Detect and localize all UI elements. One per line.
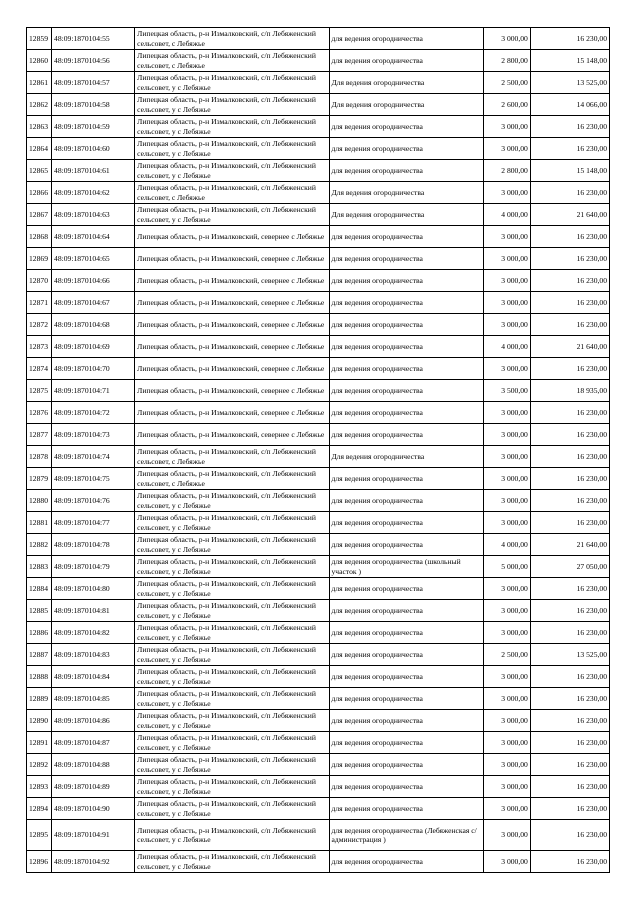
cadastral-number-cell: 48:09:1870104:85 (52, 688, 135, 710)
area-cell: 3 000,00 (483, 28, 530, 50)
area-cell: 3 000,00 (483, 710, 530, 732)
cadastral-number-cell: 48:09:1870104:59 (52, 116, 135, 138)
cost-cell: 16 230,00 (530, 820, 609, 851)
table-row (27, 380, 610, 402)
land-use-cell: Для ведения огородничества (329, 446, 483, 468)
row-number-cell: 12867 (27, 204, 52, 226)
land-use-cell: для ведения огородничества (329, 798, 483, 820)
land-use-cell: для ведения огородничества (329, 336, 483, 358)
cadastral-number-cell: 48:09:1870104:68 (52, 314, 135, 336)
area-cell: 2 800,00 (483, 50, 530, 72)
row-number-cell: 12862 (27, 94, 52, 116)
land-use-cell: для ведения огородничества (329, 666, 483, 688)
table-row (27, 50, 610, 72)
table-row (27, 358, 610, 380)
area-cell: 2 500,00 (483, 644, 530, 666)
row-number-cell: 12887 (27, 644, 52, 666)
cost-cell: 16 230,00 (530, 28, 609, 50)
cost-cell: 21 640,00 (530, 336, 609, 358)
cadastral-number-cell: 48:09:1870104:70 (52, 358, 135, 380)
address-cell: Липецкая область, р-н Измалковский, севернее с Лебяжье (135, 314, 329, 336)
land-use-cell: для ведения огородничества (329, 600, 483, 622)
row-number-cell: 12889 (27, 688, 52, 710)
row-number-cell: 12872 (27, 314, 52, 336)
area-cell: 3 000,00 (483, 776, 530, 798)
address-cell: Липецкая область, р-н Измалковский, с/п Лебяженский сельсовет, у с Лебяжье (135, 578, 329, 600)
land-use-cell: для ведения огородничества (329, 314, 483, 336)
cadastral-number-cell: 48:09:1870104:76 (52, 490, 135, 512)
table-row (27, 754, 610, 776)
table-row (27, 446, 610, 468)
area-cell: 4 000,00 (483, 336, 530, 358)
land-use-cell: для ведения огородничества (329, 578, 483, 600)
cost-cell: 16 230,00 (530, 138, 609, 160)
row-number-cell: 12866 (27, 182, 52, 204)
table-row (27, 534, 610, 556)
address-cell: Липецкая область, р-н Измалковский, с/п Лебяженский сельсовет, у с Лебяжье (135, 666, 329, 688)
row-number-cell: 12875 (27, 380, 52, 402)
cost-cell: 16 230,00 (530, 710, 609, 732)
cadastral-number-cell: 48:09:1870104:62 (52, 182, 135, 204)
cadastral-number-cell: 48:09:1870104:64 (52, 226, 135, 248)
land-use-cell: для ведения огородничества (329, 358, 483, 380)
table-row (27, 94, 610, 116)
row-number-cell: 12884 (27, 578, 52, 600)
table-row (27, 578, 610, 600)
cost-cell: 16 230,00 (530, 292, 609, 314)
land-use-cell: Для ведения огородничества (329, 182, 483, 204)
cost-cell: 16 230,00 (530, 402, 609, 424)
cadastral-number-cell: 48:09:1870104:87 (52, 732, 135, 754)
row-number-cell: 12878 (27, 446, 52, 468)
cost-cell: 16 230,00 (530, 666, 609, 688)
table-row (27, 138, 610, 160)
area-cell: 3 000,00 (483, 424, 530, 446)
area-cell: 3 000,00 (483, 182, 530, 204)
address-cell: Липецкая область, р-н Измалковский, с/п Лебяженский сельсовет, у с Лебяжье (135, 534, 329, 556)
address-cell: Липецкая область, р-н Измалковский, с/п Лебяженский сельсовет, у с Лебяжье (135, 851, 329, 873)
land-use-cell: для ведения огородничества (Лебяженская с/ администрация ) (329, 820, 483, 851)
area-cell: 3 000,00 (483, 116, 530, 138)
cost-cell: 18 935,00 (530, 380, 609, 402)
cost-cell: 13 525,00 (530, 72, 609, 94)
table-row (27, 490, 610, 512)
table-row (27, 292, 610, 314)
land-use-cell: для ведения огородничества (329, 160, 483, 182)
cadastral-number-cell: 48:09:1870104:72 (52, 402, 135, 424)
table-row (27, 402, 610, 424)
address-cell: Липецкая область, р-н Измалковский, севернее с Лебяжье (135, 402, 329, 424)
land-use-cell: для ведения огородничества (329, 754, 483, 776)
land-use-cell: для ведения огородничества (329, 732, 483, 754)
row-number-cell: 12886 (27, 622, 52, 644)
address-cell: Липецкая область, р-н Измалковский, севернее с Лебяжье (135, 226, 329, 248)
area-cell: 3 000,00 (483, 754, 530, 776)
cadastral-number-cell: 48:09:1870104:78 (52, 534, 135, 556)
area-cell: 4 000,00 (483, 534, 530, 556)
table-row (27, 644, 610, 666)
cost-cell: 27 050,00 (530, 556, 609, 578)
cost-cell: 14 066,00 (530, 94, 609, 116)
land-use-cell: для ведения огородничества (школьный участок ) (329, 556, 483, 578)
table-row (27, 688, 610, 710)
address-cell: Липецкая область, р-н Измалковский, севернее с Лебяжье (135, 380, 329, 402)
area-cell: 3 000,00 (483, 270, 530, 292)
land-use-cell: для ведения огородничества (329, 468, 483, 490)
address-cell: Липецкая область, р-н Измалковский, с/п Лебяженский сельсовет, у с Лебяжье (135, 710, 329, 732)
land-use-cell: для ведения огородничества (329, 534, 483, 556)
area-cell: 3 000,00 (483, 600, 530, 622)
address-cell: Липецкая область, р-н Измалковский, с/п Лебяженский сельсовет, у с Лебяжье (135, 776, 329, 798)
address-cell: Липецкая область, р-н Измалковский, севернее с Лебяжье (135, 270, 329, 292)
cost-cell: 15 148,00 (530, 50, 609, 72)
area-cell: 3 000,00 (483, 820, 530, 851)
cadastral-number-cell: 48:09:1870104:56 (52, 50, 135, 72)
land-use-cell: для ведения огородничества (329, 248, 483, 270)
land-use-cell: для ведения огородничества (329, 622, 483, 644)
cadastral-number-cell: 48:09:1870104:89 (52, 776, 135, 798)
area-cell: 3 000,00 (483, 358, 530, 380)
address-cell: Липецкая область, р-н Измалковский, с/п Лебяженский сельсовет, у с Лебяжье (135, 600, 329, 622)
table-row (27, 336, 610, 358)
cost-cell: 16 230,00 (530, 798, 609, 820)
area-cell: 3 000,00 (483, 314, 530, 336)
land-use-cell: Для ведения огородничества (329, 204, 483, 226)
row-number-cell: 12883 (27, 556, 52, 578)
address-cell: Липецкая область, р-н Измалковский, с/п Лебяженский сельсовет, у с Лебяжье (135, 644, 329, 666)
land-use-cell: для ведения огородничества (329, 776, 483, 798)
cadastral-number-cell: 48:09:1870104:67 (52, 292, 135, 314)
cadastral-number-cell: 48:09:1870104:74 (52, 446, 135, 468)
row-number-cell: 12871 (27, 292, 52, 314)
land-use-cell: для ведения огородничества (329, 644, 483, 666)
area-cell: 3 500,00 (483, 380, 530, 402)
address-cell: Липецкая область, р-н Измалковский, севернее с Лебяжье (135, 292, 329, 314)
row-number-cell: 12874 (27, 358, 52, 380)
address-cell: Липецкая область, р-н Измалковский, с/п Лебяженский сельсовет, у с Лебяжье (135, 798, 329, 820)
row-number-cell: 12877 (27, 424, 52, 446)
cost-cell: 16 230,00 (530, 248, 609, 270)
address-cell: Липецкая область, р-н Измалковский, севернее с Лебяжье (135, 248, 329, 270)
table-row (27, 851, 610, 873)
table-row (27, 512, 610, 534)
row-number-cell: 12881 (27, 512, 52, 534)
table-row (27, 248, 610, 270)
row-number-cell: 12873 (27, 336, 52, 358)
address-cell: Липецкая область, р-н Измалковский, с/п Лебяженский сельсовет, у с Лебяжье (135, 622, 329, 644)
cadastral-number-cell: 48:09:1870104:63 (52, 204, 135, 226)
area-cell: 3 000,00 (483, 402, 530, 424)
row-number-cell: 12876 (27, 402, 52, 424)
row-number-cell: 12892 (27, 754, 52, 776)
cost-cell: 16 230,00 (530, 851, 609, 873)
table-row (27, 270, 610, 292)
cadastral-number-cell: 48:09:1870104:88 (52, 754, 135, 776)
cadastral-number-cell: 48:09:1870104:69 (52, 336, 135, 358)
land-use-cell: Для ведения огородничества (329, 94, 483, 116)
table-row (27, 28, 610, 50)
cadastral-number-cell: 48:09:1870104:77 (52, 512, 135, 534)
cadastral-number-cell: 48:09:1870104:80 (52, 578, 135, 600)
cost-cell: 16 230,00 (530, 688, 609, 710)
area-cell: 4 000,00 (483, 204, 530, 226)
cadastral-number-cell: 48:09:1870104:91 (52, 820, 135, 851)
cost-cell: 16 230,00 (530, 732, 609, 754)
row-number-cell: 12888 (27, 666, 52, 688)
cadastral-number-cell: 48:09:1870104:73 (52, 424, 135, 446)
cadastral-number-cell: 48:09:1870104:90 (52, 798, 135, 820)
land-use-cell: для ведения огородничества (329, 512, 483, 534)
area-cell: 3 000,00 (483, 490, 530, 512)
table-row (27, 204, 610, 226)
address-cell: Липецкая область, р-н Измалковский, с/п Лебяженский сельсовет, у с Лебяжье (135, 512, 329, 534)
land-use-cell: Для ведения огородничества (329, 72, 483, 94)
table-row (27, 666, 610, 688)
land-use-cell: для ведения огородничества (329, 851, 483, 873)
row-number-cell: 12894 (27, 798, 52, 820)
table-body (27, 28, 610, 873)
land-use-cell: для ведения огородничества (329, 402, 483, 424)
address-cell: Липецкая область, р-н Измалковский, с/п Лебяженский сельсовет, с Лебяжье (135, 182, 329, 204)
cost-cell: 16 230,00 (530, 424, 609, 446)
area-cell: 3 000,00 (483, 468, 530, 490)
table-row (27, 226, 610, 248)
area-cell: 5 000,00 (483, 556, 530, 578)
address-cell: Липецкая область, р-н Измалковский, с/п Лебяженский сельсовет, у с Лебяжье (135, 820, 329, 851)
area-cell: 2 600,00 (483, 94, 530, 116)
row-number-cell: 12860 (27, 50, 52, 72)
cost-cell: 15 148,00 (530, 160, 609, 182)
area-cell: 3 000,00 (483, 512, 530, 534)
area-cell: 3 000,00 (483, 732, 530, 754)
cadastral-number-cell: 48:09:1870104:75 (52, 468, 135, 490)
address-cell: Липецкая область, р-н Измалковский, с/п Лебяженский сельсовет, с Лебяжье (135, 446, 329, 468)
land-use-cell: для ведения огородничества (329, 424, 483, 446)
cadastral-number-cell: 48:09:1870104:61 (52, 160, 135, 182)
table-row (27, 424, 610, 446)
table-row (27, 820, 610, 851)
area-cell: 2 800,00 (483, 160, 530, 182)
table-row (27, 710, 610, 732)
address-cell: Липецкая область, р-н Измалковский, севернее с Лебяжье (135, 358, 329, 380)
address-cell: Липецкая область, р-н Измалковский, с/п Лебяженский сельсовет, у с Лебяжье (135, 732, 329, 754)
address-cell: Липецкая область, р-н Измалковский, с/п Лебяженский сельсовет, с Лебяжье (135, 468, 329, 490)
row-number-cell: 12865 (27, 160, 52, 182)
area-cell: 3 000,00 (483, 688, 530, 710)
address-cell: Липецкая область, р-н Измалковский, с/п Лебяженский сельсовет, у с Лебяжье (135, 72, 329, 94)
table-row (27, 732, 610, 754)
cost-cell: 16 230,00 (530, 578, 609, 600)
land-use-cell: для ведения огородничества (329, 270, 483, 292)
area-cell: 3 000,00 (483, 226, 530, 248)
row-number-cell: 12870 (27, 270, 52, 292)
land-use-cell: для ведения огородничества (329, 292, 483, 314)
cadastral-number-cell: 48:09:1870104:55 (52, 28, 135, 50)
table-row (27, 468, 610, 490)
cost-cell: 21 640,00 (530, 534, 609, 556)
address-cell: Липецкая область, р-н Измалковский, с/п Лебяженский сельсовет, с Лебяжье (135, 50, 329, 72)
land-use-cell: для ведения огородничества (329, 116, 483, 138)
row-number-cell: 12861 (27, 72, 52, 94)
area-cell: 3 000,00 (483, 292, 530, 314)
cost-cell: 16 230,00 (530, 776, 609, 798)
cost-cell: 16 230,00 (530, 270, 609, 292)
cadastral-number-cell: 48:09:1870104:82 (52, 622, 135, 644)
cost-cell: 16 230,00 (530, 446, 609, 468)
row-number-cell: 12891 (27, 732, 52, 754)
table-row (27, 622, 610, 644)
area-cell: 3 000,00 (483, 578, 530, 600)
table-row (27, 314, 610, 336)
cost-cell: 16 230,00 (530, 490, 609, 512)
row-number-cell: 12885 (27, 600, 52, 622)
cadastral-number-cell: 48:09:1870104:66 (52, 270, 135, 292)
cadastral-number-cell: 48:09:1870104:92 (52, 851, 135, 873)
address-cell: Липецкая область, р-н Измалковский, с/п Лебяженский сельсовет, у с Лебяжье (135, 490, 329, 512)
area-cell: 3 000,00 (483, 622, 530, 644)
land-use-cell: для ведения огородничества (329, 688, 483, 710)
row-number-cell: 12868 (27, 226, 52, 248)
area-cell: 2 500,00 (483, 72, 530, 94)
table-row (27, 182, 610, 204)
land-use-cell: для ведения огородничества (329, 138, 483, 160)
address-cell: Липецкая область, р-н Измалковский, с/п Лебяженский сельсовет, у с Лебяжье (135, 556, 329, 578)
address-cell: Липецкая область, р-н Измалковский, с/п Лебяженский сельсовет, у с Лебяжье (135, 754, 329, 776)
row-number-cell: 12863 (27, 116, 52, 138)
cadastral-number-cell: 48:09:1870104:71 (52, 380, 135, 402)
cadastral-number-cell: 48:09:1870104:58 (52, 94, 135, 116)
cost-cell: 16 230,00 (530, 358, 609, 380)
address-cell: Липецкая область, р-н Измалковский, с/п Лебяженский сельсовет, у с Лебяжье (135, 94, 329, 116)
cost-cell: 16 230,00 (530, 314, 609, 336)
cadastral-number-cell: 48:09:1870104:86 (52, 710, 135, 732)
address-cell: Липецкая область, р-н Измалковский, севернее с Лебяжье (135, 424, 329, 446)
area-cell: 3 000,00 (483, 446, 530, 468)
address-cell: Липецкая область, р-н Измалковский, с/п Лебяженский сельсовет, у с Лебяжье (135, 116, 329, 138)
area-cell: 3 000,00 (483, 666, 530, 688)
area-cell: 3 000,00 (483, 851, 530, 873)
address-cell: Липецкая область, р-н Измалковский, с/п Лебяженский сельсовет, у с Лебяжье (135, 688, 329, 710)
cost-cell: 16 230,00 (530, 622, 609, 644)
cadastral-number-cell: 48:09:1870104:60 (52, 138, 135, 160)
table-row (27, 776, 610, 798)
row-number-cell: 12869 (27, 248, 52, 270)
address-cell: Липецкая область, р-н Измалковский, с/п Лебяженский сельсовет, у с Лебяжье (135, 160, 329, 182)
cadastral-number-cell: 48:09:1870104:79 (52, 556, 135, 578)
land-use-cell: для ведения огородничества (329, 380, 483, 402)
table-row (27, 798, 610, 820)
row-number-cell: 12895 (27, 820, 52, 851)
cost-cell: 16 230,00 (530, 116, 609, 138)
row-number-cell: 12879 (27, 468, 52, 490)
land-use-cell: для ведения огородничества (329, 28, 483, 50)
land-use-cell: для ведения огородничества (329, 490, 483, 512)
cost-cell: 21 640,00 (530, 204, 609, 226)
table-row (27, 556, 610, 578)
address-cell: Липецкая область, р-н Измалковский, севернее с Лебяжье (135, 336, 329, 358)
cost-cell: 16 230,00 (530, 182, 609, 204)
cost-cell: 13 525,00 (530, 644, 609, 666)
cadastral-number-cell: 48:09:1870104:83 (52, 644, 135, 666)
land-plots-table (26, 27, 610, 873)
row-number-cell: 12890 (27, 710, 52, 732)
row-number-cell: 12859 (27, 28, 52, 50)
area-cell: 3 000,00 (483, 248, 530, 270)
table-row (27, 72, 610, 94)
cost-cell: 16 230,00 (530, 600, 609, 622)
cadastral-number-cell: 48:09:1870104:57 (52, 72, 135, 94)
land-use-cell: для ведения огородничества (329, 226, 483, 248)
row-number-cell: 12893 (27, 776, 52, 798)
land-use-cell: для ведения огородничества (329, 710, 483, 732)
address-cell: Липецкая область, р-н Измалковский, с/п Лебяженский сельсовет, у с Лебяжье (135, 204, 329, 226)
cost-cell: 16 230,00 (530, 754, 609, 776)
row-number-cell: 12880 (27, 490, 52, 512)
table-row (27, 160, 610, 182)
cost-cell: 16 230,00 (530, 468, 609, 490)
land-use-cell: для ведения огородничества (329, 50, 483, 72)
row-number-cell: 12882 (27, 534, 52, 556)
row-number-cell: 12896 (27, 851, 52, 873)
address-cell: Липецкая область, р-н Измалковский, с/п Лебяженский сельсовет, с Лебяжье (135, 28, 329, 50)
row-number-cell: 12864 (27, 138, 52, 160)
cadastral-number-cell: 48:09:1870104:84 (52, 666, 135, 688)
area-cell: 3 000,00 (483, 798, 530, 820)
table-row (27, 116, 610, 138)
cadastral-number-cell: 48:09:1870104:81 (52, 600, 135, 622)
address-cell: Липецкая область, р-н Измалковский, с/п Лебяженский сельсовет, у с Лебяжье (135, 138, 329, 160)
cost-cell: 16 230,00 (530, 226, 609, 248)
table-row (27, 600, 610, 622)
cadastral-number-cell: 48:09:1870104:65 (52, 248, 135, 270)
cost-cell: 16 230,00 (530, 512, 609, 534)
area-cell: 3 000,00 (483, 138, 530, 160)
